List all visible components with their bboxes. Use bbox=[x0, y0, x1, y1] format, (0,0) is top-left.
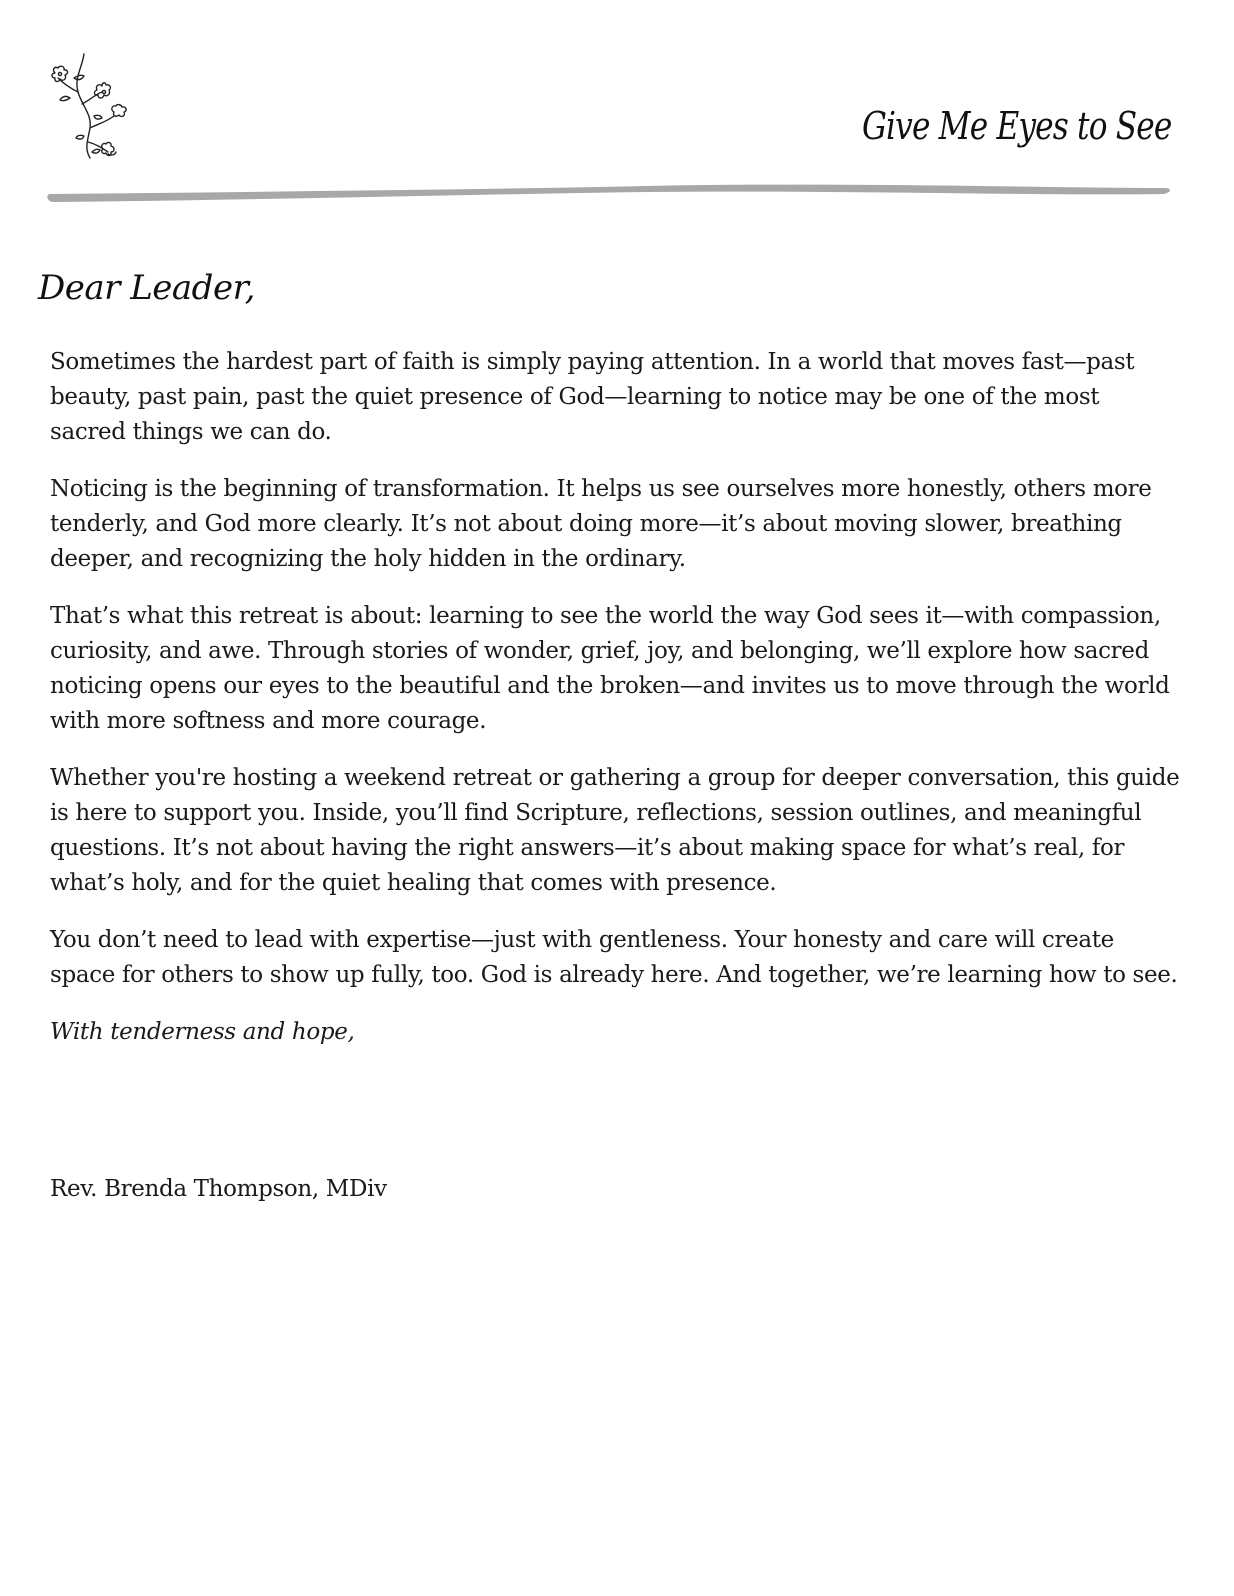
page-header bbox=[0, 0, 1234, 220]
document-title: Give Me Eyes to See bbox=[862, 104, 1172, 148]
body-paragraph: You don’t need to lead with expertise—just with gentleness. Your honesty and care will create space for others to show up fully, too. God is already here. And together, we’re learning how to see. bbox=[50, 927, 1178, 988]
salutation: Dear Leader, bbox=[38, 268, 255, 308]
body-paragraph: Whether you're hosting a weekend retreat or gathering a group for deeper conversation, this guide is here to support you. Inside, you’ll find Scripture, reflections, session outlines, and meaningful questions. It’s not about having the right answers—it’s about making space for what’s real, for what’s holy, and for the quiet healing that comes with presence. bbox=[50, 765, 1180, 896]
header-divider bbox=[46, 178, 1176, 208]
signature-name: Rev. Brenda Thompson, MDiv bbox=[50, 1176, 387, 1202]
letter-body bbox=[50, 345, 1180, 1072]
body-paragraph: Sometimes the hardest part of faith is simply paying attention. In a world that moves fast—past beauty, past pain, past the quiet presence of God—learning to notice may be one of the most sacred things we can do. bbox=[50, 349, 1135, 445]
body-paragraph: Noticing is the beginning of transformation. It helps us see ourselves more honestly, others more tenderly, and God more clearly. It’s not about doing more—it’s about moving slower, breathing deeper, and recognizing the holy hidden in the ordinary. bbox=[50, 476, 1152, 572]
body-paragraph: That’s what this retreat is about: learning to see the world the way God sees it—with compassion, curiosity, and awe. Through stories of wonder, grief, joy, and belonging, we’ll explore how sacred noticing opens our eyes to the beautiful and the broken—and invites us to move through the world with more softness and more courage. bbox=[50, 603, 1170, 734]
closing-line: With tenderness and hope, bbox=[50, 1019, 355, 1045]
floral-sprig-icon bbox=[44, 48, 128, 163]
